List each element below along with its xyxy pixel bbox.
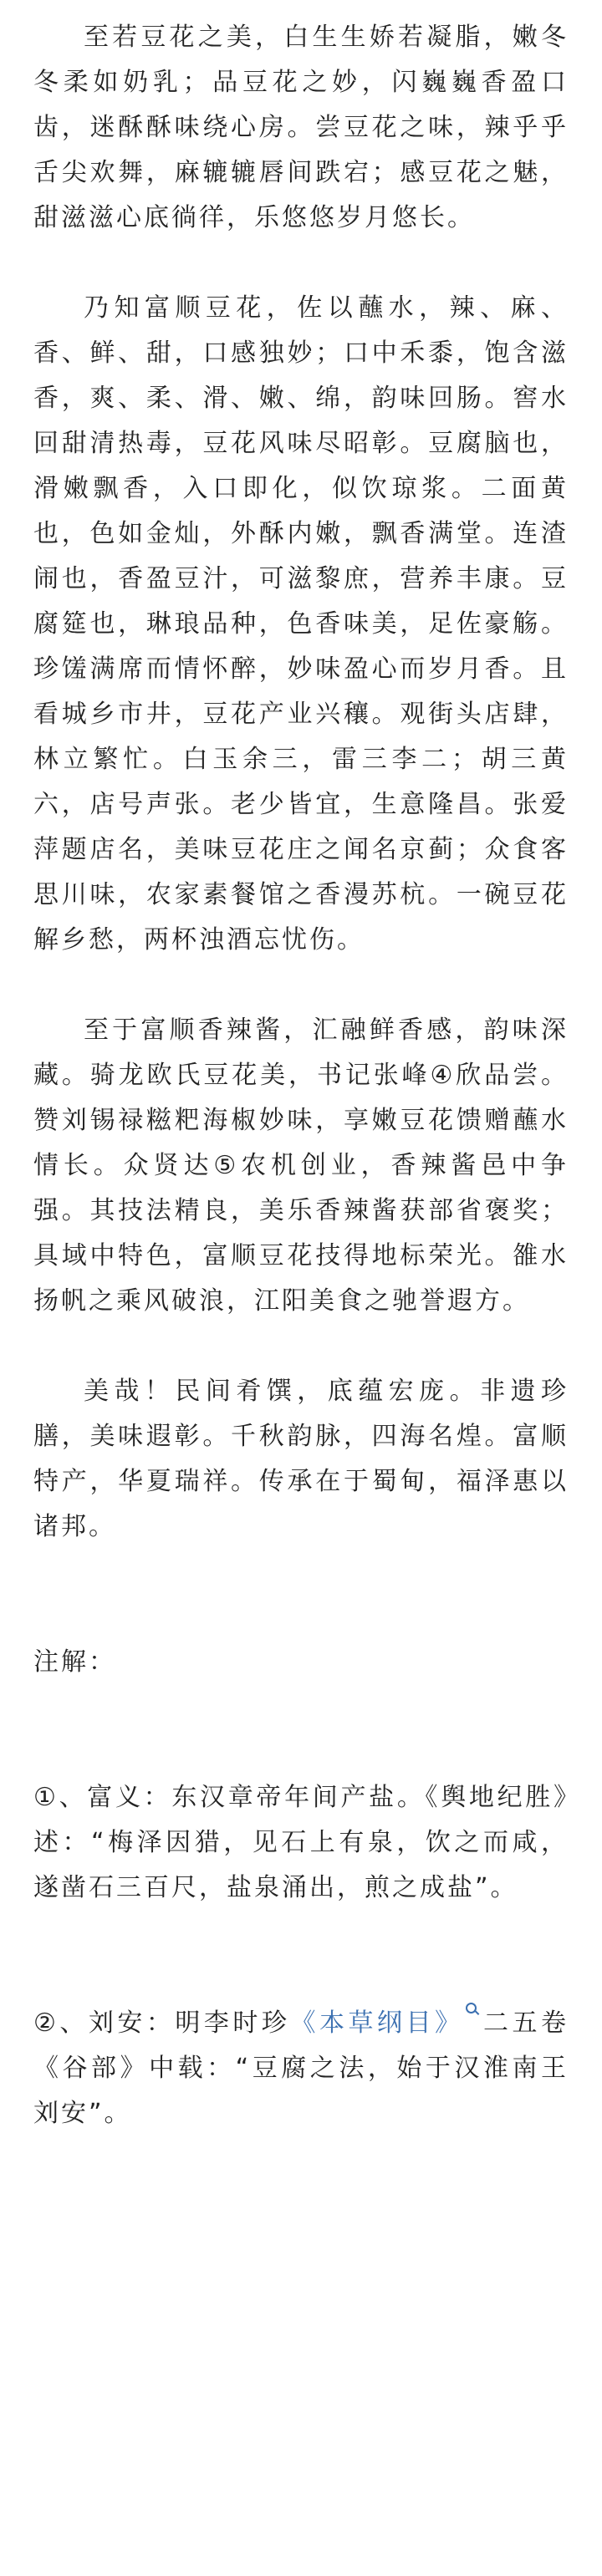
search-icon-handle <box>474 2010 479 2015</box>
section-gap <box>33 1911 569 2001</box>
bencao-gangmu-link[interactable]: 《本草纲目》 <box>290 2008 464 2038</box>
paragraph-gap <box>33 963 569 1008</box>
notes-title: 注解： <box>33 1647 116 1677</box>
paragraph-fushun-tofu: 乃知富顺豆花，佐以蘸水，辣、麻、香、鲜、甜，口感独妙；口中禾黍，饱含滋香，爽、柔、滑、嫩、绵，韵味回肠。窖水回甜清热毒，豆花风味尽昭彰。豆腐脑也，滑嫩飘香，入口即化，似饮琼浆。二面黄也，色如金灿，外酥内嫩，飘香满堂。连渣闹也，香盈豆汁，可滋黎庶，营养丰康。豆腐筵也，琳琅品种，色香味美，足佐豪觞。珍馐满席而情怀醉，妙味盈心而岁月香。且看城乡市井，豆花产业兴穰。观街头店肆，林立繁忙。白玉余三，雷三李二；胡三黄六，店号声张。老少皆宜，生意隆昌。张爱萍题店名，美味豆花庄之闻名京蓟；众食客思川味，农家素餐馆之香漫苏杭。一碗豆花解乡愁，两杯浊酒忘忧伤。 <box>33 293 569 955</box>
note-liuan <box>33 2001 569 2136</box>
note-liuan-suffix: 二五卷《谷部》中载：“豆腐之法，始于汉淮南王刘安”。 <box>33 2008 569 2128</box>
note-liuan-prefix: ②、刘安：明李时珍 <box>33 2008 291 2038</box>
paragraph-tofu-beauty: 至若豆花之美，白生生娇若凝脂，嫩冬冬柔如奶乳；品豆花之妙，闪巍巍香盈口齿，迷酥酥味绕心房。尝豆花之味，辣乎乎舌尖欢舞，麻辘辘唇间跌宕；感豆花之魅，甜滋滋心底徜徉，乐悠悠岁月悠长。 <box>33 23 569 232</box>
search-icon[interactable] <box>463 2001 482 2026</box>
paragraph-chili-sauce: 至于富顺香辣酱，汇融鲜香感，韵味深藏。骑龙欧氏豆花美，书记张峰④欣品尝。赞刘锡禄糍粑海椒妙味，享嫩豆花馈赠蘸水情长。众贤达⑤农机创业，香辣酱邑中争强。其技法精良，美乐香辣酱获部省褒奖；具域中特色，富顺豆花技得地标荣光。雒水扬帆之乘风破浪，江阳美食之驰誉遐方。 <box>33 1016 569 1316</box>
paragraph-gap <box>33 241 569 286</box>
paragraph-closing: 美哉！民间肴馔，底蕴宏庞。非遗珍膳，美味遐彰。千秋韵脉，四海名煌。富顺特产，华夏瑞祥。传承在于蜀甸，福泽惠以诸邦。 <box>33 1377 569 1541</box>
section-gap <box>33 1685 569 1775</box>
paragraph-gap <box>33 1324 569 1369</box>
section-gap <box>33 1550 569 1640</box>
note-fuyi: ①、富义：东汉章帝年间产盐。《舆地纪胜》述：“梅泽因猎，见石上有泉，饮之而咸，遂凿石三百尺，盐泉涌出，煎之成盐”。 <box>33 1783 569 1902</box>
